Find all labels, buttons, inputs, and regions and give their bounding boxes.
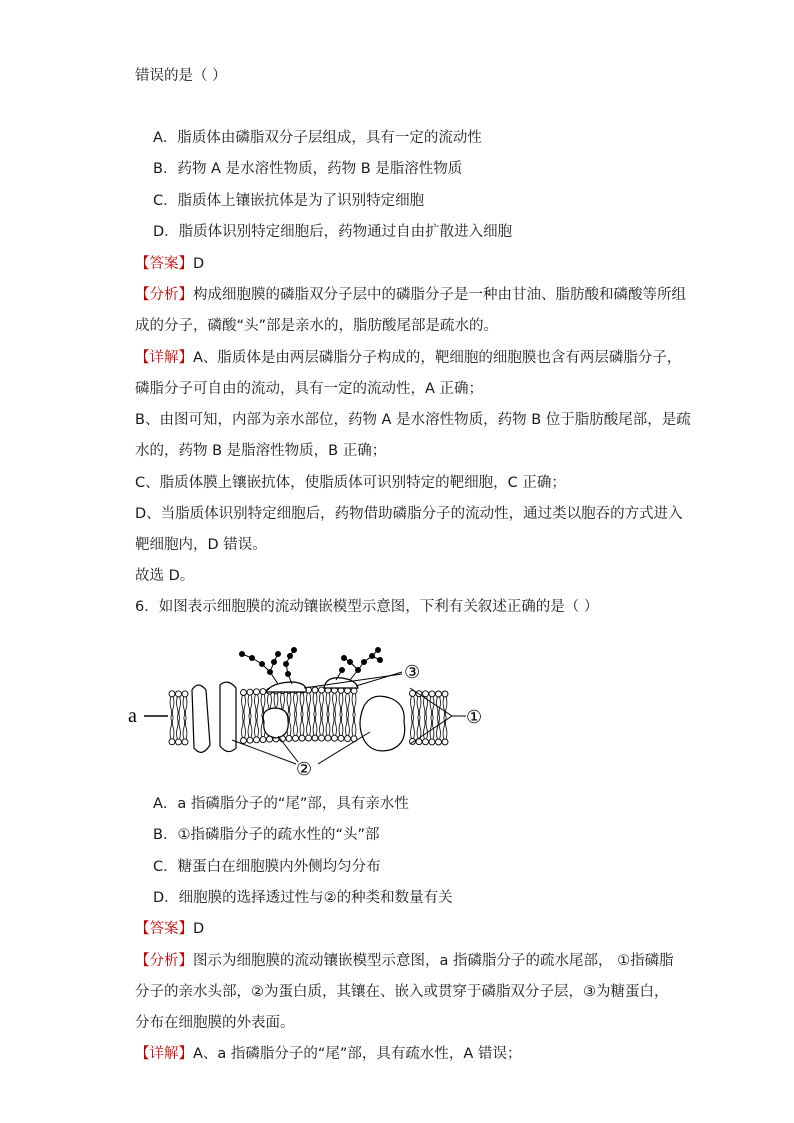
phospholipid-tail [352, 715, 356, 736]
transmembrane-protein [360, 696, 405, 751]
sugar-chain [336, 648, 383, 681]
phospholipid-tail [248, 716, 252, 737]
q5-detail-line: B、由图可知，内部为亲水部位，药物 A 是水溶性物质，药物 B 位于脂肪酸尾部，是疏 [135, 412, 691, 428]
phospholipid-tail [183, 718, 187, 739]
phospholipid-tail [255, 695, 259, 716]
phospholipid-tail [255, 716, 259, 737]
q5-analysis-line: 成的分子，磷酸“头”部是亲水的，脂肪酸尾部是疏水的。 [135, 318, 499, 334]
q5-detail-line: 水的，药物 B 是脂溶性物质，B 正确； [135, 443, 387, 459]
phospholipid-head [286, 735, 292, 741]
phospholipid-tail [170, 718, 174, 739]
q5-option-c: C．脂质体上镶嵌抗体是为了识别特定细胞 [153, 193, 425, 209]
label-three: ③ [404, 662, 421, 683]
q6-answer [135, 919, 204, 939]
phospholipid-tail [437, 718, 441, 739]
detail-text: A、a 指磷脂分子的“尾”部，具有疏水性，A 错误； [193, 1046, 522, 1062]
phospholipid-tail [170, 697, 174, 718]
phospholipid-head [442, 739, 448, 745]
q5-detail-line [135, 348, 681, 368]
analysis-tag: 【分析】 [135, 953, 193, 969]
analysis-text: 图示为细胞膜的流动镶嵌模型示意图，a 指磷脂分子的疏水尾部， ①指磷脂 [193, 953, 674, 969]
q5-analysis-line [135, 285, 686, 305]
phospholipid-tail [320, 714, 324, 735]
phospholipid-head [241, 738, 247, 744]
phospholipid-head [325, 735, 331, 741]
phospholipid-tail [294, 714, 298, 735]
phospholipid-tail [411, 696, 415, 717]
q5-option-a: A．脂质体由磷脂双分子层组成，具有一定的流动性 [153, 130, 482, 146]
phospholipid-tail [339, 693, 343, 714]
q5-answer [135, 254, 204, 274]
detail-tag: 【详解】 [135, 1046, 193, 1062]
channel-protein [192, 685, 210, 752]
phospholipid-head [299, 735, 305, 741]
q6-option-a: A．a 指磷脂分子的“尾”部，具有亲水性 [153, 796, 409, 812]
phospholipid-head [345, 736, 351, 742]
phospholipid-tail [417, 718, 421, 739]
phospholipid-head [260, 689, 266, 695]
phospholipid-tail [424, 718, 428, 739]
phospholipid-head [247, 737, 253, 743]
phospholipid-head [254, 737, 260, 743]
sugar-chain [240, 648, 297, 685]
answer-value: D [193, 256, 205, 272]
phospholipid-head [306, 735, 312, 741]
phospholipid-tail [443, 697, 447, 718]
phospholipid-head [423, 739, 429, 745]
q5-detail-line: D、当脂质体识别特定细胞后，药物借助磷脂分子的流动性，通过类以胞吞的方式进入 [135, 506, 683, 522]
phospholipid-head [169, 739, 175, 745]
phospholipid-tail [346, 715, 350, 736]
q5-detail-line: 磷脂分子可自由的流动，具有一定的流动性，A 正确； [135, 381, 484, 397]
detail-text: A、脂质体是由两层磷脂分子构成的，靶细胞的细胞膜也含有两层磷脂分子， [193, 350, 682, 366]
peripheral-protein [266, 682, 306, 692]
phospholipid-head [436, 739, 442, 745]
phospholipid-tail [183, 697, 187, 718]
phospholipid-tail [307, 693, 311, 714]
phospholipid-tail [242, 696, 246, 717]
phospholipid-head [319, 735, 325, 741]
label-two: ② [296, 759, 313, 780]
phospholipid-head [293, 735, 299, 741]
phospholipid-tail [177, 697, 181, 718]
phospholipid-tails [170, 693, 447, 739]
analysis-text: 构成细胞膜的磷脂双分子层中的磷脂分子是一种由甘油、脂肪酸和磷酸等所组 [193, 287, 686, 303]
phospholipid-head [247, 689, 253, 695]
q5-detail-line: 故选 D。 [135, 568, 195, 584]
channel-protein [220, 682, 236, 751]
phospholipid-head [351, 688, 357, 694]
phospholipid-tail [339, 714, 343, 735]
phospholipid-tail [430, 697, 434, 718]
analysis-tag: 【分析】 [135, 287, 193, 303]
q5-option-d: D．脂质体识别特定细胞后，药物通过自由扩散进入细胞 [153, 224, 513, 240]
phospholipid-tail [417, 697, 421, 718]
answer-tag: 【答案】 [135, 256, 193, 272]
phospholipid-head [332, 735, 338, 741]
phospholipid-heads-top [169, 687, 448, 697]
phospholipid-tail [333, 714, 337, 735]
phospholipid-head [442, 691, 448, 697]
embedded-protein [263, 708, 288, 738]
phospholipid-tail [326, 693, 330, 714]
phospholipid-head [429, 691, 435, 697]
phospholipid-head [176, 739, 182, 745]
phospholipid-tail [294, 693, 298, 714]
phospholipid-head [176, 691, 182, 697]
phospholipid-tail [424, 697, 428, 718]
phospholipid-head [260, 737, 266, 743]
answer-tag: 【答案】 [135, 921, 193, 937]
phospholipid-tail [411, 717, 415, 738]
phospholipid-heads-bottom [169, 735, 448, 745]
phospholipid-head [423, 691, 429, 697]
phospholipid-tail [313, 714, 317, 735]
q6-analysis-line: 分布在细胞膜的外表面。 [135, 1015, 295, 1031]
answer-value: D [193, 921, 205, 937]
q5-detail-line: 靶细胞内，D 错误。 [135, 537, 267, 553]
phospholipid-tail [320, 693, 324, 714]
phospholipid-tail [287, 693, 291, 714]
q6-option-c: C．糖蛋白在细胞膜内外侧均匀分布 [153, 859, 381, 875]
phospholipid-head [429, 739, 435, 745]
phospholipid-head [182, 739, 188, 745]
phospholipid-head [169, 691, 175, 697]
cell-membrane-diagram [128, 640, 488, 790]
phospholipid-tail [313, 693, 317, 714]
q6-option-b: B．①指磷脂分子的疏水性的“头”部 [153, 827, 380, 843]
label-one: ① [466, 707, 483, 728]
phospholipid-head [182, 691, 188, 697]
phospholipid-head [312, 735, 318, 741]
phospholipid-tail [242, 717, 246, 738]
q6-option-d: D．细胞膜的选择透过性与②的种类和数量有关 [153, 890, 453, 906]
q5-option-b: B．药物 A 是水溶性物质，药物 B 是脂溶性物质 [153, 161, 463, 177]
label-a: a [128, 705, 137, 727]
phospholipid-head [254, 689, 260, 695]
phospholipid-head [241, 690, 247, 696]
phospholipid-tail [300, 693, 304, 714]
phospholipid-head [312, 687, 318, 693]
q6-analysis-line: 分子的亲水头部，②为蛋白质，其镶在、嵌入或贯穿于磷脂双分子层，③为糖蛋白， [135, 984, 669, 1000]
q6-detail-line [135, 1044, 521, 1064]
q5-detail-line: C、脂质体膜上镶嵌抗体，使脂质体可识别特定的靶细胞，C 正确； [135, 475, 566, 491]
phospholipid-tail [307, 714, 311, 735]
q6-stem: 6．如图表示细胞膜的流动镶嵌模型示意图，下利有关叙述正确的是（ ） [135, 599, 599, 615]
phospholipid-tail [333, 693, 337, 714]
phospholipid-tail [346, 694, 350, 715]
phospholipid-tail [177, 718, 181, 739]
phospholipid-tail [300, 714, 304, 735]
phospholipid-head [338, 735, 344, 741]
phospholipid-tail [326, 714, 330, 735]
phospholipid-tail [248, 695, 252, 716]
q6-analysis-line [135, 951, 674, 971]
phospholipid-head [436, 691, 442, 697]
question-intro: 错误的是（ ） [135, 68, 227, 84]
detail-tag: 【详解】 [135, 350, 193, 366]
phospholipid-tail [352, 694, 356, 715]
